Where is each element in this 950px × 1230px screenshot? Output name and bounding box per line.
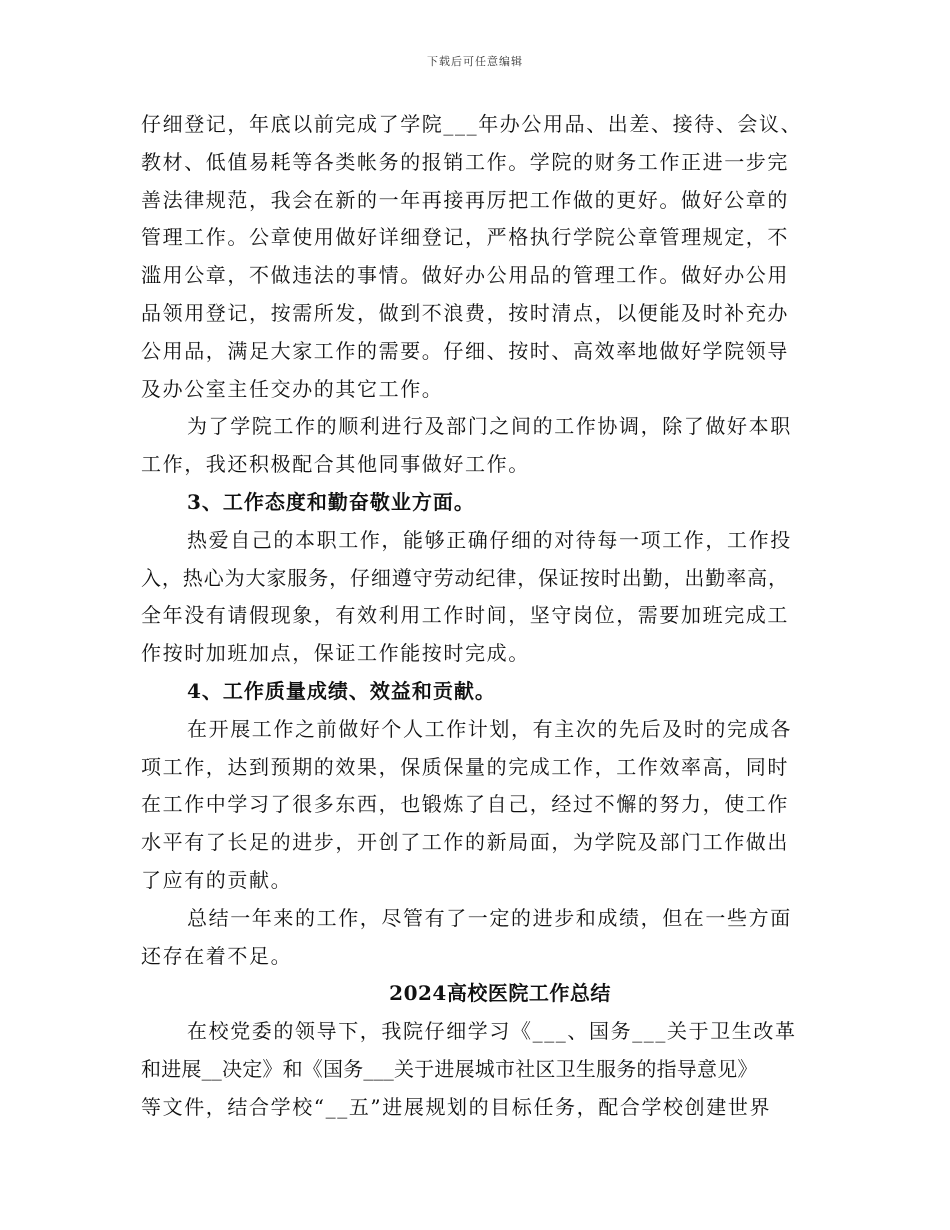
section-heading: 4、工作质量成绩、效益和贡献。 — [187, 678, 496, 703]
text-line: 了应有的贡献。 — [141, 867, 293, 892]
paragraph-first-line: 在校党委的领导下，我院仔细学习《___、国务___关于卫生改革 — [187, 1019, 797, 1044]
section-heading: 3、工作态度和勤奋敬业方面。 — [187, 489, 475, 514]
text-line: 水平有了长足的进步，开创了工作的新局面，为学院及部门工作做出 — [141, 830, 789, 855]
paragraph-first-line: 总结一年来的工作，尽管有了一定的进步和成绩，但在一些方面 — [187, 905, 792, 930]
paragraph-first-line: 为了学院工作的顺利进行及部门之间的工作协调，除了做好本职 — [187, 414, 792, 439]
text-line: 作按时加班加点，保证工作能按时完成。 — [141, 641, 530, 666]
text-line: 工作，我还积极配合其他同事做好工作。 — [141, 452, 530, 477]
text-line: 管理工作。公章使用做好详细登记，严格执行学院公章管理规定，不 — [141, 225, 789, 250]
text-line: 及办公室主任交办的其它工作。 — [141, 376, 444, 401]
text-line: 公用品，满足大家工作的需要。仔细、按时、高效率地做好学院领导 — [141, 338, 789, 363]
document-body — [141, 106, 813, 1127]
text-line: 仔细登记，年底以前完成了学院___年办公用品、出差、接待、会议、 — [141, 112, 803, 136]
text-line: 善法律规范，我会在新的一年再接再厉把工作做的更好。做好公章的 — [141, 187, 789, 212]
text-line: 和进展__决定》和《国务___关于进展城市社区卫生服务的指导意见》 — [141, 1056, 758, 1081]
text-line: 还存在着不足。 — [141, 943, 293, 968]
text-line: 项工作，达到预期的效果，保质保量的完成工作，工作效率高，同时 — [141, 754, 789, 779]
paragraph-first-line: 在开展工作之前做好个人工作计划，有主次的先后及时的完成各 — [187, 716, 792, 741]
page-header: 下载后可任意编辑 — [427, 55, 523, 68]
paragraph-first-line: 热爱自己的本职工作，能够正确仔细的对待每一项工作，工作投 — [187, 527, 792, 552]
text-line: 入，热心为大家服务，仔细遵守劳动纪律，保证按时出勤，出勤率高， — [141, 565, 789, 590]
text-line: 在工作中学习了很多东西，也锻炼了自己，经过不懈的努力，使工作 — [141, 792, 789, 817]
text-line: 滥用公章，不做违法的事情。做好办公用品的管理工作。做好办公用 — [141, 263, 789, 288]
text-line: 等文件，结合学校“__五”进展规划的目标任务，配合学校创建世界 — [141, 1094, 772, 1119]
text-line: 全年没有请假现象，有效利用工作时间，坚守岗位，需要加班完成工 — [141, 603, 789, 628]
text-line: 品领用登记，按需所发，做到不浪费，按时清点，以便能及时补充办 — [141, 300, 789, 325]
document-title: 2024高校医院工作总结 — [389, 981, 611, 1006]
text-line: 教材、低值易耗等各类帐务的报销工作。学院的财务工作正进一步完 — [141, 149, 789, 174]
